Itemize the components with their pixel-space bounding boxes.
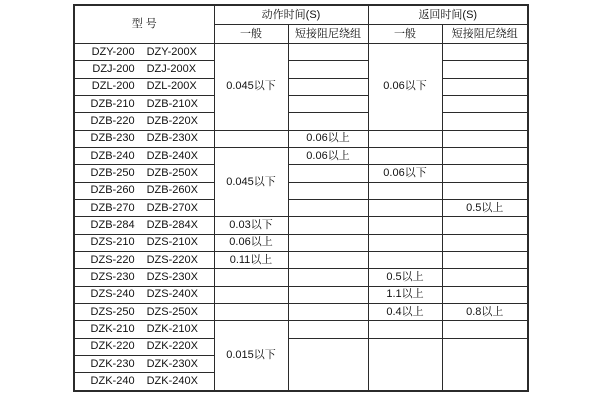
action-time-group-header: 动作时间(S) bbox=[214, 5, 368, 25]
model-cell bbox=[74, 355, 214, 372]
return-general-cell bbox=[368, 130, 442, 147]
return-damping-header: 短接阻尼绕组 bbox=[442, 25, 528, 44]
return-general-cell bbox=[368, 199, 442, 216]
action-general-cell: 0.03以下 bbox=[214, 217, 288, 234]
action-general-cell bbox=[214, 130, 288, 147]
model-name-x: DZS-240X bbox=[146, 288, 198, 301]
model-name-x: DZB-220X bbox=[146, 114, 198, 127]
action-general-cell: 0.06以上 bbox=[214, 234, 288, 251]
table-row bbox=[74, 234, 528, 251]
table-row bbox=[74, 251, 528, 268]
return-damping-cell bbox=[442, 165, 528, 182]
table-row bbox=[74, 44, 528, 61]
model-name: DZK-240 bbox=[90, 375, 135, 388]
table-row bbox=[74, 147, 528, 164]
model-cell bbox=[74, 338, 214, 355]
model-column-header: 型 号 bbox=[74, 5, 214, 44]
action-general-cell bbox=[214, 269, 288, 286]
model-name-x: DZB-240X bbox=[146, 149, 198, 162]
model-name: DZS-210 bbox=[90, 236, 135, 249]
action-damping-cell bbox=[288, 286, 368, 303]
model-cell bbox=[74, 113, 214, 130]
table-row bbox=[74, 303, 528, 320]
model-name: DZB-284 bbox=[90, 218, 135, 231]
model-name-x: DZK-220X bbox=[146, 340, 198, 353]
return-damping-cell bbox=[442, 61, 528, 78]
model-name: DZB-270 bbox=[90, 201, 135, 214]
table-row bbox=[74, 130, 528, 147]
model-name: DZK-220 bbox=[90, 340, 135, 353]
model-name: DZB-230 bbox=[90, 132, 135, 145]
return-general-cell bbox=[368, 321, 442, 338]
spec-table bbox=[73, 4, 529, 392]
return-general-header: 一般 bbox=[368, 25, 442, 44]
action-general-cell bbox=[214, 303, 288, 320]
action-general-cell: 0.045以下 bbox=[214, 44, 288, 131]
model-name: DZK-230 bbox=[90, 357, 135, 370]
return-damping-cell: 0.5以上 bbox=[442, 199, 528, 216]
return-general-cell: 1.1以上 bbox=[368, 286, 442, 303]
model-cell bbox=[74, 269, 214, 286]
action-damping-cell bbox=[288, 182, 368, 199]
model-name-x: DZS-250X bbox=[146, 305, 198, 318]
return-general-cell bbox=[368, 234, 442, 251]
model-name-x: DZB-250X bbox=[146, 166, 198, 179]
return-general-cell bbox=[368, 147, 442, 164]
return-damping-cell bbox=[442, 269, 528, 286]
model-name: DZS-250 bbox=[90, 305, 135, 318]
action-damping-cell bbox=[288, 234, 368, 251]
model-cell bbox=[74, 303, 214, 320]
return-general-cell bbox=[368, 251, 442, 268]
table-row bbox=[74, 182, 528, 199]
return-damping-cell bbox=[442, 251, 528, 268]
model-cell bbox=[74, 199, 214, 216]
model-cell bbox=[74, 217, 214, 234]
action-damping-cell bbox=[288, 44, 368, 61]
table-row bbox=[74, 338, 528, 355]
action-damping-cell: 0.06以上 bbox=[288, 147, 368, 164]
model-name: DZB-250 bbox=[90, 166, 135, 179]
action-damping-cell bbox=[288, 78, 368, 95]
model-name: DZJ-200 bbox=[92, 62, 135, 75]
model-cell bbox=[74, 286, 214, 303]
return-damping-cell bbox=[442, 78, 528, 95]
model-name-x: DZK-210X bbox=[146, 322, 198, 335]
table-row bbox=[74, 113, 528, 130]
model-name-x: DZS-220X bbox=[146, 253, 198, 266]
action-damping-cell bbox=[288, 303, 368, 320]
model-name-x: DZY-200X bbox=[146, 45, 197, 58]
return-damping-cell bbox=[442, 113, 528, 130]
model-name: DZS-230 bbox=[90, 270, 135, 283]
return-damping-cell bbox=[442, 44, 528, 61]
return-damping-cell: 0.8以上 bbox=[442, 303, 528, 320]
model-name-x: DZB-260X bbox=[146, 184, 198, 197]
table-row bbox=[74, 269, 528, 286]
model-name-x: DZJ-200X bbox=[146, 62, 197, 75]
model-cell bbox=[74, 234, 214, 251]
model-name-x: DZK-230X bbox=[146, 357, 198, 370]
action-damping-cell bbox=[288, 113, 368, 130]
return-damping-cell bbox=[442, 234, 528, 251]
return-general-cell bbox=[368, 217, 442, 234]
action-general-cell: 0.045以下 bbox=[214, 147, 288, 216]
model-cell bbox=[74, 373, 214, 391]
table-row bbox=[74, 199, 528, 216]
return-general-cell: 0.06以下 bbox=[368, 165, 442, 182]
model-name: DZY-200 bbox=[91, 45, 135, 58]
model-name: DZB-240 bbox=[90, 149, 135, 162]
model-cell bbox=[74, 321, 214, 338]
model-cell bbox=[74, 147, 214, 164]
action-damping-cell bbox=[288, 165, 368, 182]
action-damping-cell bbox=[288, 251, 368, 268]
action-general-cell: 0.11以上 bbox=[214, 251, 288, 268]
action-damping-cell bbox=[288, 95, 368, 112]
model-cell bbox=[74, 44, 214, 61]
model-cell bbox=[74, 165, 214, 182]
model-name: DZB-260 bbox=[90, 184, 135, 197]
model-cell bbox=[74, 61, 214, 78]
model-name-x: DZB-284X bbox=[146, 218, 198, 231]
table-row bbox=[74, 286, 528, 303]
header-row-groups bbox=[74, 5, 528, 25]
model-name-x: DZL-200X bbox=[146, 80, 197, 93]
return-time-group-header: 返回时间(S) bbox=[368, 5, 528, 25]
model-name-x: DZS-230X bbox=[146, 270, 198, 283]
table-row bbox=[74, 165, 528, 182]
model-cell bbox=[74, 95, 214, 112]
return-damping-cell bbox=[442, 147, 528, 164]
action-damping-cell: 0.06以上 bbox=[288, 130, 368, 147]
return-damping-cell bbox=[442, 182, 528, 199]
return-damping-cell bbox=[442, 217, 528, 234]
model-name: DZS-220 bbox=[90, 253, 135, 266]
model-name-x: DZS-210X bbox=[146, 236, 198, 249]
action-general-cell: 0.015以下 bbox=[214, 321, 288, 391]
table-row bbox=[74, 321, 528, 338]
table-row bbox=[74, 78, 528, 95]
model-name-x: DZB-270X bbox=[146, 201, 198, 214]
model-name-x: DZK-240X bbox=[146, 375, 198, 388]
return-general-cell bbox=[368, 338, 442, 391]
action-damping-cell bbox=[288, 61, 368, 78]
model-name: DZK-210 bbox=[90, 322, 135, 335]
model-name-x: DZB-230X bbox=[146, 132, 198, 145]
table-row bbox=[74, 217, 528, 234]
action-damping-cell bbox=[288, 217, 368, 234]
action-damping-cell bbox=[288, 269, 368, 286]
return-damping-cell bbox=[442, 130, 528, 147]
model-name: DZS-240 bbox=[90, 288, 135, 301]
model-cell bbox=[74, 251, 214, 268]
return-general-cell bbox=[368, 182, 442, 199]
model-name: DZB-210 bbox=[90, 97, 135, 110]
return-damping-cell bbox=[442, 286, 528, 303]
table-row bbox=[74, 95, 528, 112]
model-cell bbox=[74, 182, 214, 199]
table-row bbox=[74, 61, 528, 78]
action-damping-header: 短接阻尼绕组 bbox=[288, 25, 368, 44]
return-damping-cell bbox=[442, 95, 528, 112]
action-general-cell bbox=[214, 286, 288, 303]
return-general-cell: 0.06以下 bbox=[368, 44, 442, 131]
model-name: DZB-220 bbox=[90, 114, 135, 127]
model-name-x: DZB-210X bbox=[146, 97, 198, 110]
return-general-cell: 0.5以上 bbox=[368, 269, 442, 286]
return-general-cell: 0.4以上 bbox=[368, 303, 442, 320]
action-damping-cell bbox=[288, 321, 368, 338]
return-damping-cell bbox=[442, 338, 528, 391]
model-name: DZL-200 bbox=[91, 80, 135, 93]
action-damping-cell bbox=[288, 199, 368, 216]
action-damping-cell bbox=[288, 338, 368, 391]
model-cell bbox=[74, 78, 214, 95]
action-general-header: 一般 bbox=[214, 25, 288, 44]
return-damping-cell bbox=[442, 321, 528, 338]
model-cell bbox=[74, 130, 214, 147]
